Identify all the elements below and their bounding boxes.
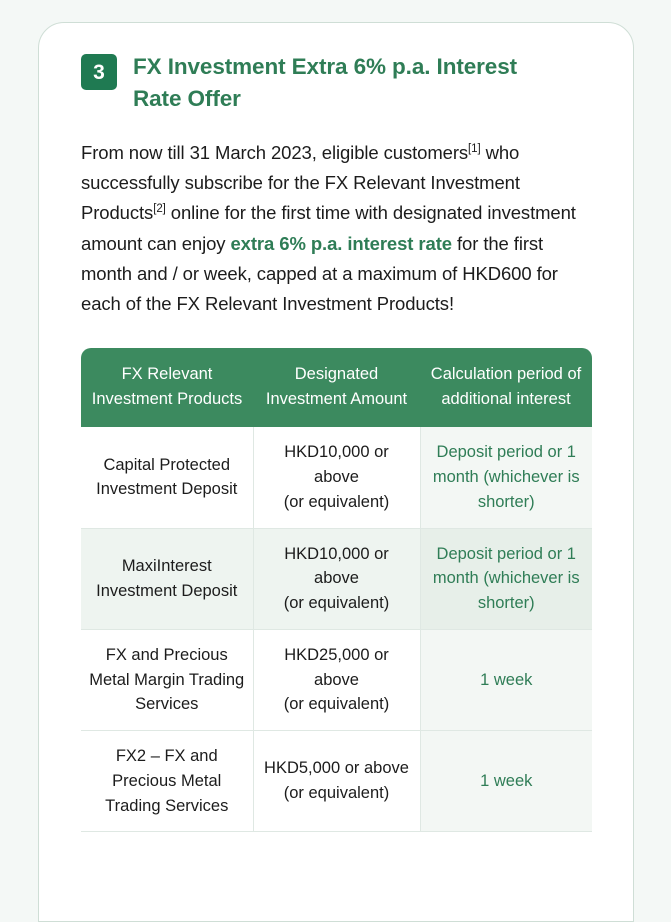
offer-table-wrapper <box>81 348 592 833</box>
cell-period: Deposit period or 1 month (whichever is shorter) <box>420 427 592 528</box>
description-part-3: online for the first time with designated investment amount can enjoy <box>81 202 576 254</box>
offer-description <box>81 138 593 320</box>
table-row <box>81 731 592 832</box>
cell-amount-line-2: (or equivalent) <box>283 492 390 511</box>
cell-amount-line-2: (or equivalent) <box>283 695 390 714</box>
column-header-products: FX Relevant Investment Products <box>81 348 253 428</box>
description-highlight: extra 6% p.a. interest rate <box>230 232 452 254</box>
cell-amount-line-2: (or equivalent) <box>283 594 390 612</box>
cell-product: FX2 – FX and Precious Metal Trading Services <box>81 731 253 832</box>
column-header-period: Calculation period of additional interest <box>420 348 592 428</box>
table-row <box>81 427 592 528</box>
offer-title: FX Investment Extra 6% p.a. Interest Rate Offer <box>133 54 518 112</box>
offer-heading <box>81 51 593 116</box>
cell-period: 1 week <box>420 731 592 832</box>
offer-table <box>81 348 592 833</box>
footnote-marker-2: [2] <box>153 203 166 216</box>
cell-period: Deposit period or 1 month (whichever is shorter) <box>420 528 592 629</box>
offer-table-body <box>81 427 592 832</box>
column-header-amount: Designated Investment Amount <box>253 348 420 428</box>
cell-period: 1 week <box>420 629 592 730</box>
cell-amount <box>253 731 420 832</box>
cell-amount-line-1: HKD5,000 or above <box>264 759 409 778</box>
table-header-row <box>81 348 592 428</box>
cell-product: FX and Precious Metal Margin Trading Services <box>81 629 253 730</box>
table-row <box>81 528 592 629</box>
description-part-2: who successfully subscribe for the FX Relevant Investment Products <box>81 141 520 224</box>
offer-card <box>38 22 634 922</box>
cell-amount-line-2: (or equivalent) <box>283 784 390 803</box>
table-row <box>81 629 592 730</box>
footnote-marker-1: [1] <box>468 142 481 155</box>
step-number-badge: 3 <box>81 54 117 90</box>
cell-product: Capital Protected Investment Deposit <box>81 427 253 528</box>
cell-amount-line-1: HKD10,000 or above <box>284 544 389 588</box>
cell-amount <box>253 427 420 528</box>
cell-amount <box>253 629 420 730</box>
cell-amount-line-1: HKD10,000 or above <box>284 443 389 486</box>
offer-table-head <box>81 348 592 428</box>
offer-card-content <box>39 23 633 832</box>
description-part-4: for the first month and / or week, capped at a maximum of HKD600 for each of the FX Relevant Investment Products! <box>81 232 558 315</box>
cell-amount <box>253 528 420 629</box>
cell-amount-line-1: HKD25,000 or above <box>284 645 389 689</box>
description-part-1: From now till 31 March 2023, eligible customers <box>81 141 469 163</box>
cell-product: MaxiInterest Investment Deposit <box>81 528 253 629</box>
